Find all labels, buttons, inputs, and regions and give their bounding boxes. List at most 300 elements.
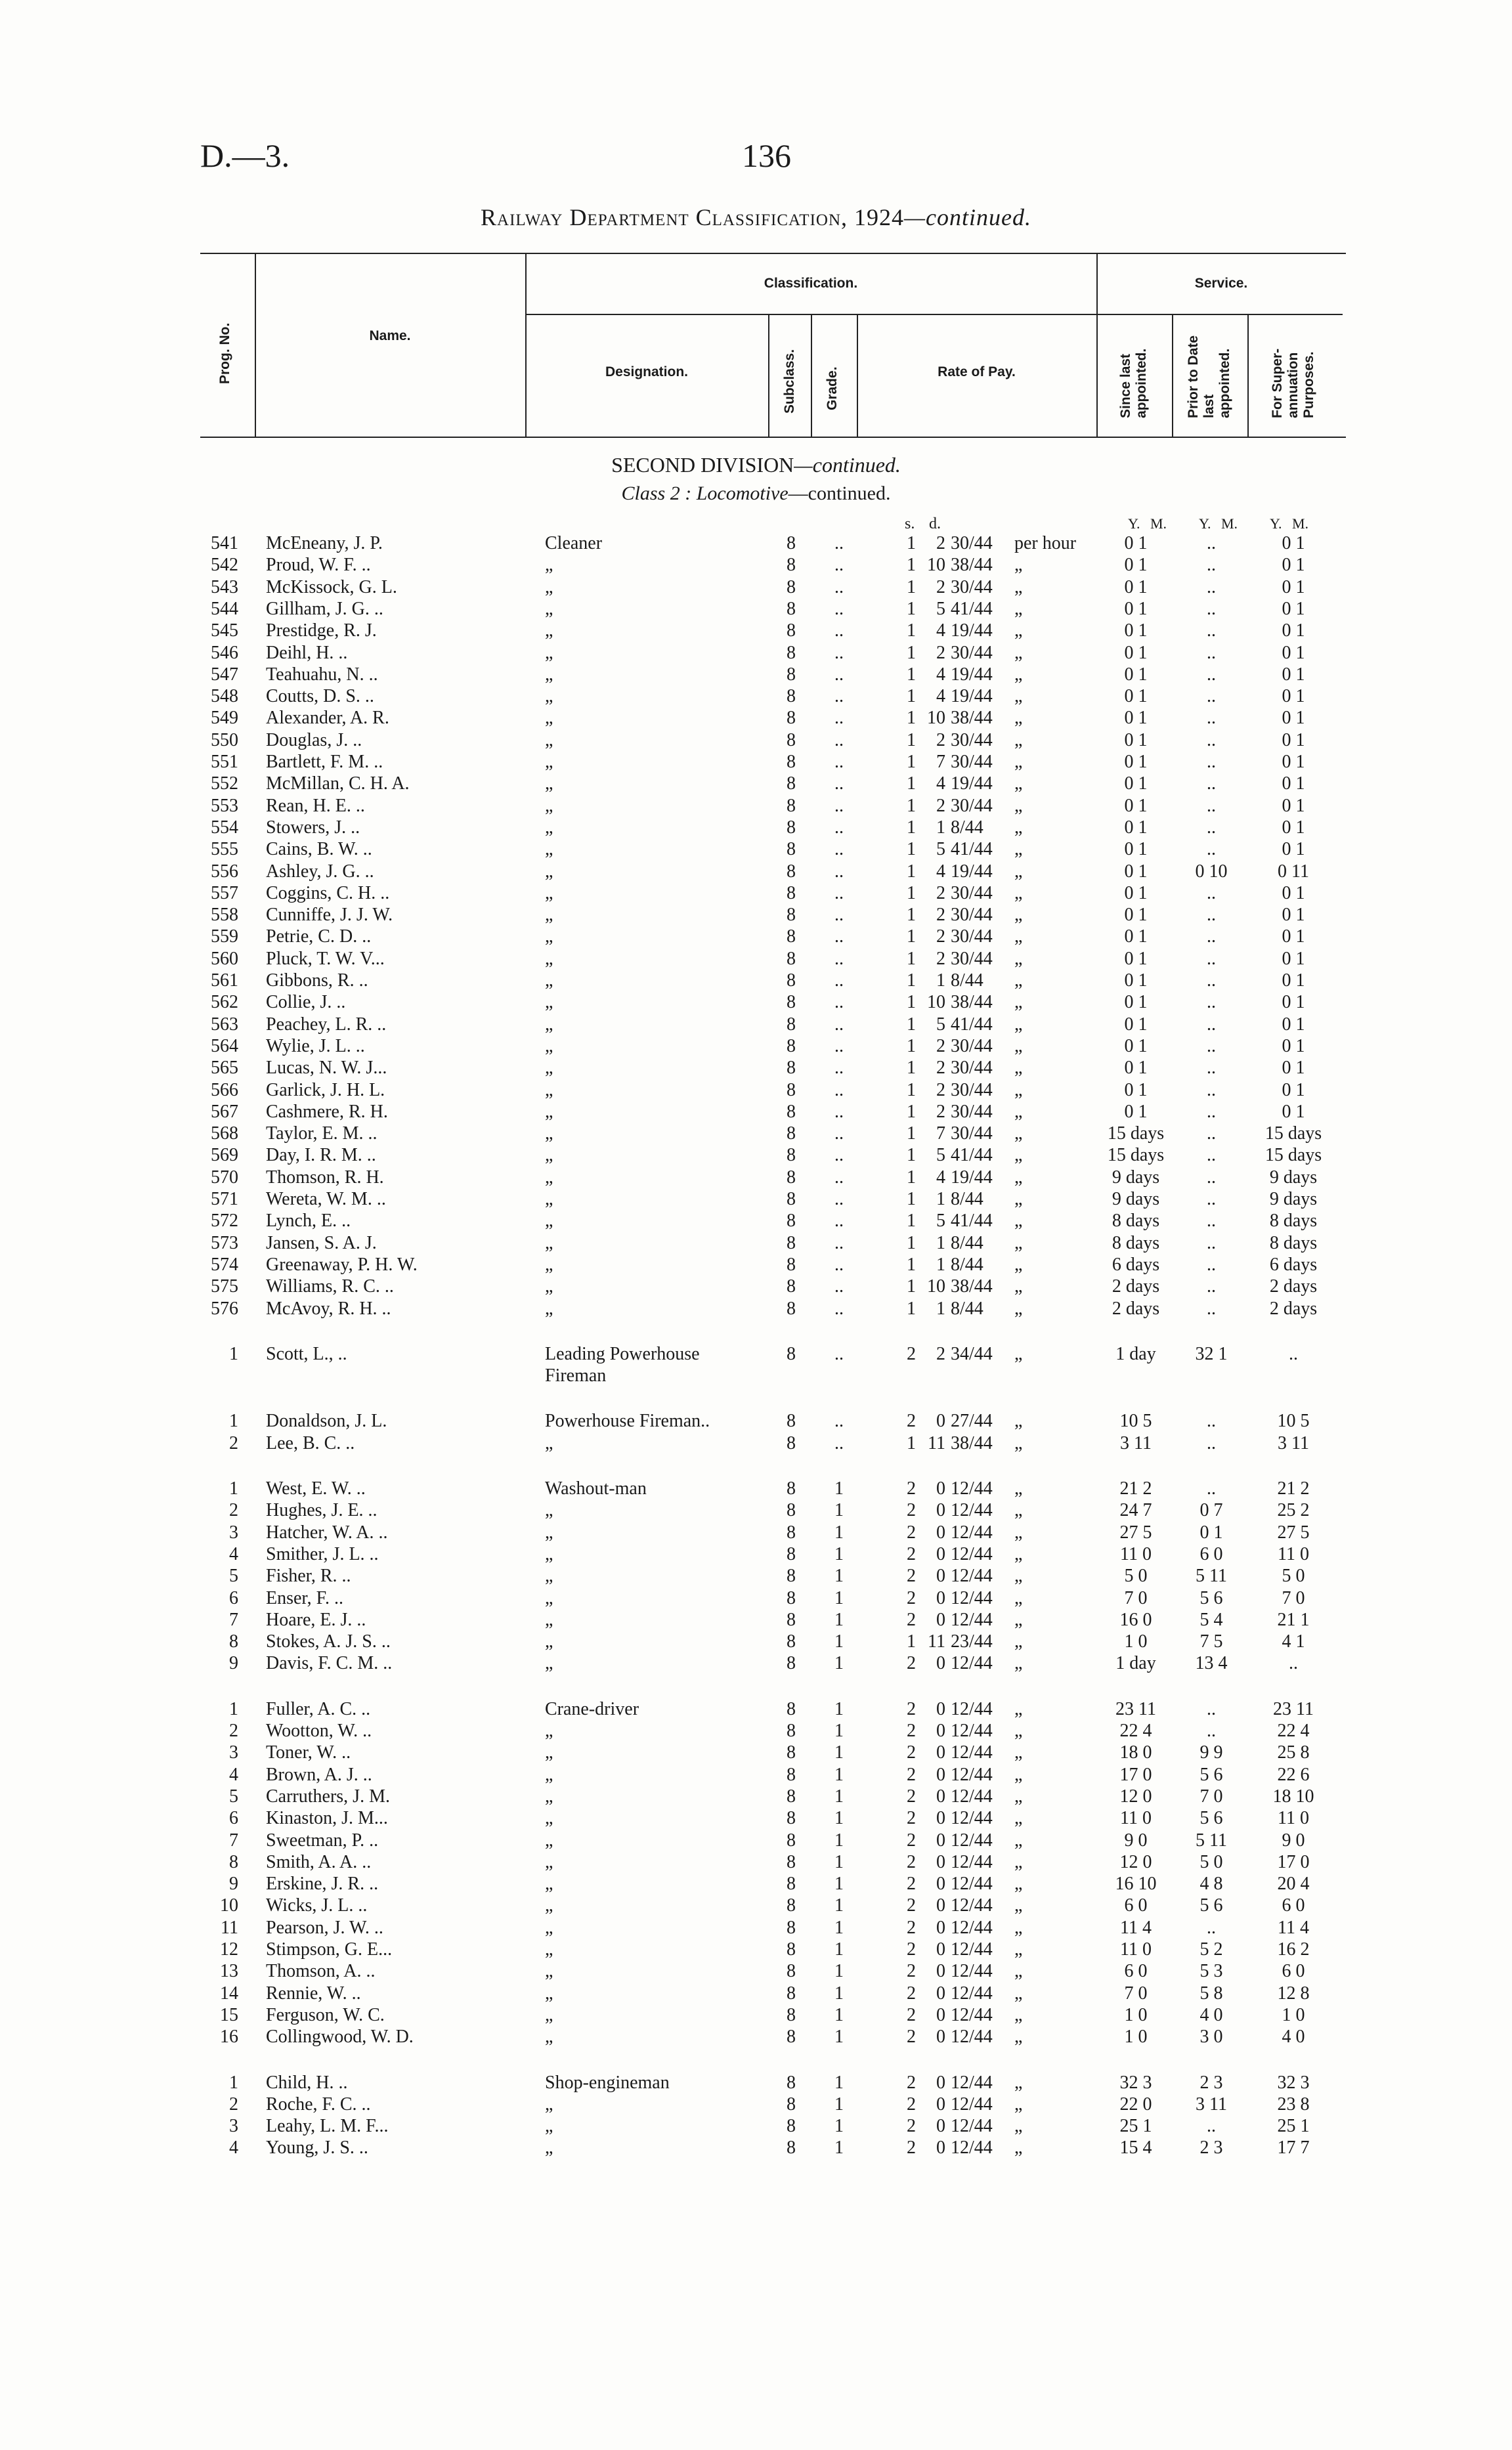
cell-service-since-last: 21 2 [1119, 1478, 1152, 1499]
cell-prog-no: 4 [229, 1543, 238, 1564]
cell-pay-fraction: 30/44 [951, 1035, 993, 1056]
cell-pay-shillings: 1 [907, 708, 916, 729]
cell-pay-unit: „ [1014, 664, 1023, 685]
cell-service-prior: .. [1207, 926, 1216, 947]
cell-designation: Crane-driver [545, 1698, 639, 1719]
cell-service-superannuation: 5 0 [1282, 1566, 1305, 1587]
class-name: Locomotive [696, 483, 788, 504]
header-designation: Designation. [605, 364, 688, 379]
cell-pay-unit: „ [1014, 1167, 1023, 1188]
cell-pay-pence: 7 [936, 752, 945, 772]
cell-designation: „ [545, 555, 553, 576]
cell-service-since-last: 23 11 [1115, 1698, 1156, 1719]
cell-service-prior: 5 2 [1199, 1939, 1223, 1960]
cell-pay-pence: 2 [936, 795, 945, 816]
cell-service-prior: .. [1207, 1254, 1216, 1275]
cell-subclass: 8 [787, 1058, 796, 1079]
cell-service-since-last: 6 0 [1124, 1895, 1148, 1916]
cell-name: Coggins, C. H. .. [266, 882, 390, 903]
cell-grade: .. [834, 992, 844, 1013]
cell-pay-unit: „ [1014, 1276, 1023, 1297]
cell-name: Collie, J. .. [266, 992, 346, 1013]
cell-name: Enser, F. .. [266, 1587, 343, 1608]
header-subclass: Subclass. [782, 349, 797, 414]
cell-name: Cashmere, R. H. [266, 1101, 388, 1122]
cell-pay-unit: „ [1014, 1786, 1023, 1807]
cell-designation: „ [545, 1254, 553, 1275]
cell-pay-fraction: 19/44 [951, 773, 993, 794]
cell-designation: „ [545, 1653, 553, 1674]
cell-service-superannuation: 0 1 [1282, 1101, 1305, 1122]
cell-grade: .. [834, 1276, 844, 1297]
cell-pay-pence: 4 [936, 664, 945, 685]
cell-designation: „ [545, 2116, 553, 2137]
cell-designation: „ [545, 576, 553, 597]
cell-pay-shillings: 1 [907, 1167, 916, 1188]
cell-pay-shillings: 1 [907, 1232, 916, 1253]
division-heading [0, 453, 1512, 477]
cell-grade: 1 [834, 2094, 844, 2115]
cell-grade: .. [834, 1343, 844, 1364]
cell-service-prior: .. [1207, 1167, 1216, 1188]
cell-pay-pence: 0 [936, 1478, 945, 1499]
cell-pay-pence: 0 [936, 1917, 945, 1938]
cell-prog-no: 2 [229, 2094, 238, 2115]
cell-prog-no: 556 [211, 861, 238, 882]
cell-service-prior: 5 6 [1199, 1587, 1223, 1608]
cell-service-superannuation: .. [1289, 1343, 1298, 1364]
cell-service-since-last: 0 1 [1124, 729, 1148, 750]
cell-pay-pence: 0 [936, 1851, 945, 1872]
cell-service-prior: 7 5 [1199, 1631, 1223, 1652]
cell-service-prior: .. [1207, 1232, 1216, 1253]
cell-service-since-last: 10 5 [1119, 1411, 1152, 1432]
cell-designation: „ [545, 1808, 553, 1829]
cell-designation: „ [545, 2138, 553, 2159]
cell-pay-unit: „ [1014, 2116, 1023, 2137]
cell-service-superannuation: 0 1 [1282, 1014, 1305, 1035]
cell-pay-pence: 2 [936, 1101, 945, 1122]
column-divider [1247, 314, 1249, 437]
cell-pay-fraction: 30/44 [951, 948, 993, 969]
cell-pay-shillings: 2 [907, 1830, 916, 1851]
cell-prog-no: 570 [211, 1167, 238, 1188]
cell-pay-unit: „ [1014, 992, 1023, 1013]
cell-pay-fraction: 12/44 [951, 2116, 993, 2137]
cell-service-since-last: 24 7 [1119, 1500, 1152, 1521]
cell-grade: 1 [834, 2138, 844, 2159]
cell-pay-unit: „ [1014, 1961, 1023, 1982]
cell-grade: .. [834, 861, 844, 882]
cell-service-since-last: 16 10 [1115, 1874, 1157, 1895]
cell-grade: .. [834, 905, 844, 926]
cell-grade: 1 [834, 1874, 844, 1895]
cell-name: Douglas, J. .. [266, 729, 362, 750]
cell-service-prior: .. [1207, 1211, 1216, 1232]
cell-service-prior: 5 6 [1199, 1764, 1223, 1785]
cell-name: Lynch, E. .. [266, 1211, 351, 1232]
cell-subclass: 8 [787, 2027, 796, 2048]
cell-prog-no: 562 [211, 992, 238, 1013]
cell-pay-fraction: 8/44 [951, 1232, 983, 1253]
cell-pay-fraction: 12/44 [951, 1961, 993, 1982]
cell-grade: .. [834, 1014, 844, 1035]
cell-pay-unit: „ [1014, 2027, 1023, 2048]
cell-designation: „ [545, 1895, 553, 1916]
cell-subclass: 8 [787, 1851, 796, 1872]
cell-designation: Leading Powerhouse [545, 1343, 700, 1364]
cell-grade: .. [834, 1035, 844, 1056]
cell-service-prior: .. [1207, 992, 1216, 1013]
cell-service-superannuation: 6 0 [1282, 1895, 1305, 1916]
cell-name: Leahy, L. M. F... [266, 2116, 389, 2137]
cell-name: Deihl, H. .. [266, 642, 348, 663]
cell-pay-pence: 1 [936, 970, 945, 991]
cell-grade: .. [834, 970, 844, 991]
cell-subclass: 8 [787, 861, 796, 882]
cell-grade: .. [834, 1145, 844, 1166]
class-suffix: —continued. [788, 483, 891, 504]
cell-prog-no: 558 [211, 905, 238, 926]
cell-pay-pence: 10 [927, 992, 945, 1013]
cell-service-since-last: 32 3 [1119, 2072, 1152, 2093]
cell-pay-shillings: 2 [907, 1411, 916, 1432]
cell-name: Jansen, S. A. J. [266, 1232, 377, 1253]
cell-pay-fraction: 30/44 [951, 752, 993, 772]
cell-service-prior: .. [1207, 905, 1216, 926]
cell-service-superannuation: 0 1 [1282, 620, 1305, 641]
cell-prog-no: 5 [229, 1566, 238, 1587]
cell-name: Fisher, R. .. [266, 1566, 351, 1587]
cell-service-prior: .. [1207, 817, 1216, 838]
cell-service-superannuation: 9 days [1269, 1189, 1318, 1209]
cell-grade: 1 [834, 2116, 844, 2137]
cell-service-since-last: 15 days [1107, 1145, 1165, 1166]
cell-service-prior: .. [1207, 598, 1216, 619]
cell-prog-no: 554 [211, 817, 238, 838]
column-divider [255, 253, 256, 437]
cell-designation: „ [545, 817, 553, 838]
cell-service-since-last: 16 0 [1119, 1609, 1152, 1630]
cell-designation: „ [545, 1522, 553, 1543]
cell-service-superannuation: 0 1 [1282, 576, 1305, 597]
cell-subclass: 8 [787, 1543, 796, 1564]
cell-subclass: 8 [787, 1500, 796, 1521]
cell-subclass: 8 [787, 817, 796, 838]
cell-pay-shillings: 2 [907, 1851, 916, 1872]
cell-pay-fraction: 30/44 [951, 795, 993, 816]
cell-subclass: 8 [787, 1721, 796, 1741]
cell-grade: .. [834, 1058, 844, 1079]
cell-prog-no: 547 [211, 664, 238, 685]
header-prior-to-date: Prior to Date last appointed. [1186, 335, 1232, 418]
cell-service-prior: 3 11 [1196, 2094, 1227, 2115]
cell-service-prior: .. [1207, 1014, 1216, 1035]
unit-years: Y. [1199, 515, 1211, 532]
cell-service-superannuation: 0 1 [1282, 817, 1305, 838]
cell-pay-fraction: 30/44 [951, 905, 993, 926]
cell-service-superannuation: 0 1 [1282, 555, 1305, 576]
cell-service-prior: 4 0 [1199, 2004, 1223, 2025]
cell-service-prior: .. [1207, 576, 1216, 597]
cell-pay-pence: 1 [936, 1232, 945, 1253]
cell-prog-no: 572 [211, 1211, 238, 1232]
cell-grade: .. [834, 686, 844, 707]
cell-pay-fraction: 12/44 [951, 1543, 993, 1564]
cell-grade: 1 [834, 1698, 844, 1719]
cell-name: Ashley, J. G. .. [266, 861, 374, 882]
cell-service-superannuation: 0 1 [1282, 905, 1305, 926]
cell-name: Greenaway, P. H. W. [266, 1254, 418, 1275]
cell-service-since-last: 12 0 [1119, 1851, 1152, 1872]
cell-prog-no: 5 [229, 1786, 238, 1807]
cell-designation: „ [545, 1232, 553, 1253]
cell-service-superannuation: 0 1 [1282, 664, 1305, 685]
cell-grade: .. [834, 1254, 844, 1275]
cell-pay-fraction: 41/44 [951, 1211, 993, 1232]
cell-prog-no: 553 [211, 795, 238, 816]
cell-subclass: 8 [787, 882, 796, 903]
cell-designation: „ [545, 1587, 553, 1608]
cell-pay-pence: 0 [936, 1808, 945, 1829]
cell-grade: .. [834, 664, 844, 685]
cell-service-superannuation: 25 1 [1277, 2116, 1310, 2137]
cell-pay-pence: 5 [936, 1014, 945, 1035]
cell-pay-unit: „ [1014, 642, 1023, 663]
cell-pay-fraction: 30/44 [951, 926, 993, 947]
cell-prog-no: 575 [211, 1276, 238, 1297]
cell-pay-fraction: 30/44 [951, 882, 993, 903]
cell-service-prior: .. [1207, 642, 1216, 663]
cell-pay-pence: 0 [936, 2072, 945, 2093]
cell-pay-unit: „ [1014, 1079, 1023, 1100]
cell-service-since-last: 15 days [1107, 1123, 1165, 1144]
cell-pay-pence: 0 [936, 1411, 945, 1432]
cell-name: Erskine, J. R. .. [266, 1874, 379, 1895]
cell-grade: .. [834, 1123, 844, 1144]
cell-name: Garlick, J. H. L. [266, 1079, 385, 1100]
cell-grade: .. [834, 773, 844, 794]
cell-designation: „ [545, 1742, 553, 1763]
cell-subclass: 8 [787, 773, 796, 794]
cell-prog-no: 566 [211, 1079, 238, 1100]
cell-grade: .. [834, 620, 844, 641]
cell-designation: „ [545, 1851, 553, 1872]
cell-prog-no: 560 [211, 948, 238, 969]
cell-pay-shillings: 1 [907, 1079, 916, 1100]
cell-designation: „ [545, 598, 553, 619]
cell-pay-shillings: 2 [907, 1808, 916, 1829]
cell-pay-unit: „ [1014, 598, 1023, 619]
cell-name: Peachey, L. R. .. [266, 1014, 387, 1035]
cell-service-prior: .. [1207, 1058, 1216, 1079]
cell-service-superannuation: 0 1 [1282, 1035, 1305, 1056]
title-suffix: —continued. [904, 204, 1031, 230]
cell-service-superannuation: 16 2 [1277, 1939, 1310, 1960]
cell-designation: „ [545, 905, 553, 926]
cell-service-prior: .. [1207, 620, 1216, 641]
cell-name: Pearson, J. W. .. [266, 1917, 383, 1938]
cell-service-since-last: 0 1 [1124, 926, 1148, 947]
cell-subclass: 8 [787, 2004, 796, 2025]
cell-service-superannuation: 0 1 [1282, 708, 1305, 729]
cell-designation: „ [545, 1145, 553, 1166]
cell-service-since-last: 2 days [1112, 1298, 1160, 1319]
cell-pay-unit: „ [1014, 1014, 1023, 1035]
cell-pay-pence: 10 [927, 1276, 945, 1297]
cell-designation: „ [545, 1211, 553, 1232]
cell-service-superannuation: 4 1 [1282, 1631, 1305, 1652]
cell-grade: 1 [834, 1830, 844, 1851]
cell-grade: 1 [834, 1522, 844, 1543]
cell-subclass: 8 [787, 1145, 796, 1166]
cell-designation: „ [545, 1058, 553, 1079]
cell-service-since-last: 0 1 [1124, 861, 1148, 882]
cell-subclass: 8 [787, 1917, 796, 1938]
cell-designation: „ [545, 1276, 553, 1297]
cell-service-since-last: 1 0 [1124, 2027, 1148, 2048]
cell-grade: 1 [834, 2027, 844, 2048]
cell-service-since-last: 0 1 [1124, 598, 1148, 619]
cell-grade: 1 [834, 1587, 844, 1608]
cell-grade: .. [834, 533, 844, 553]
cell-pay-unit: „ [1014, 2094, 1023, 2115]
cell-subclass: 8 [787, 1874, 796, 1895]
cell-prog-no: 550 [211, 729, 238, 750]
cell-subclass: 8 [787, 1167, 796, 1188]
cell-pay-fraction: 12/44 [951, 1917, 993, 1938]
cell-service-prior: 2 3 [1199, 2138, 1223, 2159]
cell-pay-unit: „ [1014, 2072, 1023, 2093]
cell-pay-shillings: 1 [907, 1432, 916, 1453]
cell-pay-unit: „ [1014, 729, 1023, 750]
cell-pay-fraction: 19/44 [951, 686, 993, 707]
cell-service-superannuation: 0 1 [1282, 948, 1305, 969]
cell-prog-no: 543 [211, 576, 238, 597]
cell-service-superannuation: 9 0 [1282, 1830, 1305, 1851]
cell-pay-shillings: 2 [907, 2027, 916, 2048]
cell-pay-shillings: 1 [907, 598, 916, 619]
cell-pay-pence: 2 [936, 1058, 945, 1079]
cell-prog-no: 576 [211, 1298, 238, 1319]
cell-pay-shillings: 2 [907, 1500, 916, 1521]
cell-name: Alexander, A. R. [266, 708, 389, 729]
cell-grade: .. [834, 882, 844, 903]
cell-grade: 1 [834, 1983, 844, 2004]
cell-pay-pence: 0 [936, 2116, 945, 2137]
cell-designation: „ [545, 2094, 553, 2115]
cell-service-superannuation: 25 2 [1277, 1500, 1310, 1521]
cell-pay-fraction: 38/44 [951, 992, 993, 1013]
cell-designation: „ [545, 1786, 553, 1807]
cell-service-since-last: 5 0 [1124, 1566, 1148, 1587]
document-code: D.—3. [200, 137, 290, 174]
cell-prog-no: 15 [220, 2004, 238, 2025]
cell-pay-unit: „ [1014, 1343, 1023, 1364]
cell-name: Cains, B. W. .. [266, 839, 372, 860]
cell-pay-fraction: 8/44 [951, 1298, 983, 1319]
cell-pay-shillings: 1 [907, 992, 916, 1013]
cell-designation: „ [545, 1983, 553, 2004]
cell-subclass: 8 [787, 1232, 796, 1253]
cell-name: Thomson, A. .. [266, 1961, 376, 1982]
cell-service-prior: .. [1207, 1432, 1216, 1453]
cell-pay-shillings: 2 [907, 1764, 916, 1785]
cell-pay-unit: „ [1014, 1983, 1023, 2004]
cell-pay-pence: 2 [936, 533, 945, 553]
cell-name: Coutts, D. S. .. [266, 686, 374, 707]
cell-pay-unit: „ [1014, 1653, 1023, 1674]
cell-pay-pence: 2 [936, 926, 945, 947]
column-divider [811, 314, 812, 437]
cell-service-since-last: 9 0 [1124, 1830, 1148, 1851]
cell-pay-unit: „ [1014, 1917, 1023, 1938]
cell-service-prior: .. [1207, 686, 1216, 707]
cell-name: Hughes, J. E. .. [266, 1500, 378, 1521]
cell-pay-pence: 2 [936, 1343, 945, 1364]
cell-service-since-last: 11 0 [1120, 1808, 1152, 1829]
cell-service-since-last: 9 days [1112, 1167, 1160, 1188]
cell-service-since-last: 11 0 [1120, 1939, 1152, 1960]
cell-service-prior: .. [1207, 1145, 1216, 1166]
cell-designation: „ [545, 1500, 553, 1521]
cell-pay-shillings: 2 [907, 1587, 916, 1608]
cell-service-prior: .. [1207, 795, 1216, 816]
cell-service-prior: 0 7 [1199, 1500, 1223, 1521]
cell-grade: .. [834, 795, 844, 816]
cell-service-since-last: 11 0 [1120, 1543, 1152, 1564]
cell-pay-fraction: 12/44 [951, 1742, 993, 1763]
cell-name: Williams, R. C. .. [266, 1276, 394, 1297]
cell-pay-fraction: 38/44 [951, 708, 993, 729]
cell-subclass: 8 [787, 1764, 796, 1785]
cell-name: Stimpson, G. E... [266, 1939, 393, 1960]
cell-name: Young, J. S. .. [266, 2138, 368, 2159]
cell-designation: „ [545, 1961, 553, 1982]
cell-subclass: 8 [787, 1014, 796, 1035]
cell-service-superannuation: 0 11 [1278, 861, 1309, 882]
cell-pay-fraction: 12/44 [951, 1698, 993, 1719]
cell-name: Hoare, E. J. .. [266, 1609, 366, 1630]
cell-subclass: 8 [787, 1609, 796, 1630]
cell-pay-fraction: 12/44 [951, 1478, 993, 1499]
cell-service-prior: .. [1207, 1035, 1216, 1056]
cell-service-superannuation: 7 0 [1282, 1587, 1305, 1608]
cell-service-superannuation: 20 4 [1277, 1874, 1310, 1895]
cell-service-prior: 0 10 [1195, 861, 1228, 882]
cell-designation: „ [545, 1014, 553, 1035]
cell-pay-unit: „ [1014, 555, 1023, 576]
cell-designation: „ [545, 664, 553, 685]
cell-service-superannuation: 0 1 [1282, 533, 1305, 553]
cell-service-superannuation: 18 10 [1272, 1786, 1314, 1807]
cell-service-prior: .. [1207, 664, 1216, 685]
cell-pay-fraction: 41/44 [951, 598, 993, 619]
cell-designation: „ [545, 948, 553, 969]
cell-pay-pence: 5 [936, 1145, 945, 1166]
cell-service-prior: 6 0 [1199, 1543, 1223, 1564]
cell-name: Gibbons, R. .. [266, 970, 368, 991]
cell-pay-fraction: 8/44 [951, 970, 983, 991]
cell-pay-unit: „ [1014, 1698, 1023, 1719]
cell-pay-fraction: 12/44 [951, 2138, 993, 2159]
cell-service-prior: 5 4 [1199, 1609, 1223, 1630]
cell-pay-unit: „ [1014, 1211, 1023, 1232]
unit-pence: d. [929, 515, 941, 532]
cell-designation: Fireman [545, 1365, 607, 1386]
cell-pay-shillings: 1 [907, 1276, 916, 1297]
cell-pay-fraction: 12/44 [951, 1653, 993, 1674]
